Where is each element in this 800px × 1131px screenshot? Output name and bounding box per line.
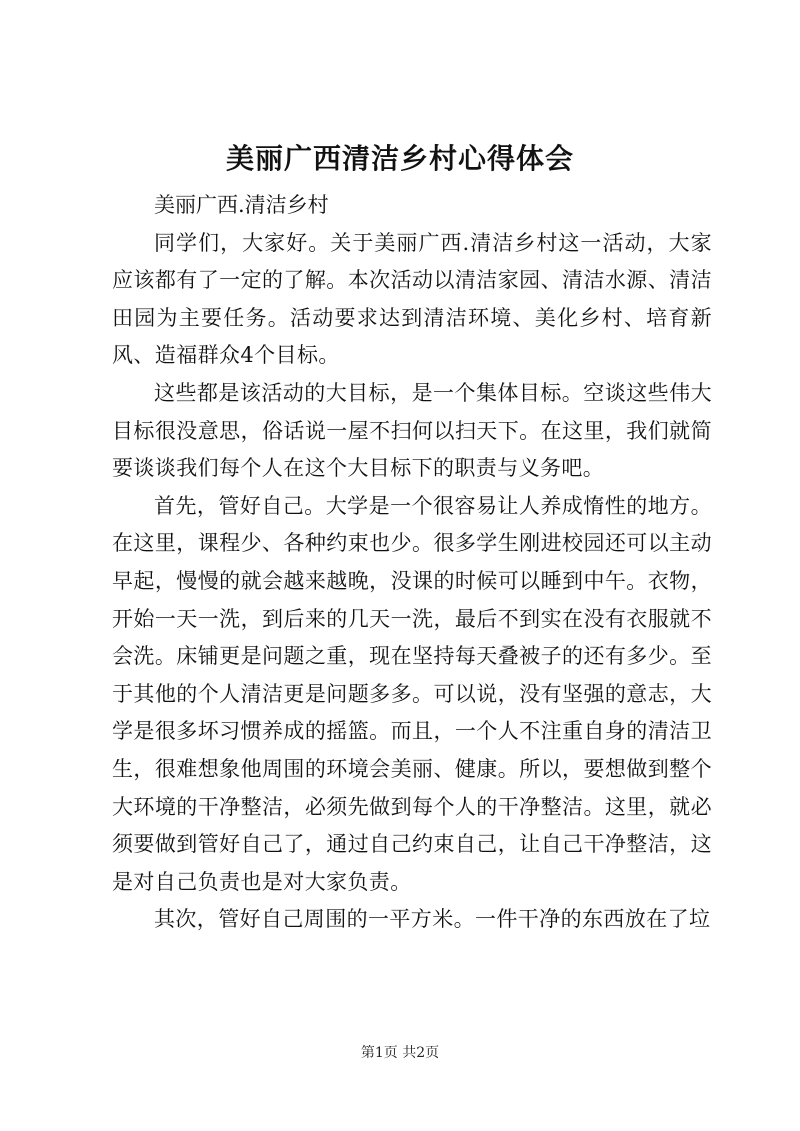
document-subtitle: 美丽广西.清洁乡村 xyxy=(154,193,329,217)
document-title: 美丽广西清洁乡村心得体会 xyxy=(225,142,574,175)
paragraph-1: 同学们，大家好。关于美丽广西.清洁乡村这一活动，大家应该都有了一定的了解。本次活动以清洁家园、清洁水源、清洁田园为主要任务。活动要求达到清洁环境、美化乡村、培育新风、造福群众4个目标。 xyxy=(112,230,712,368)
page-footer: 第1页 共2页 xyxy=(360,1045,440,1061)
paragraph-4: 其次，管好自己周围的一平方米。一件干净的东西放在了垃 xyxy=(154,907,711,932)
paragraph-2: 这些都是该活动的大目标，是一个集体目标。空谈这些伟大目标很没意思，俗话说一屋不扫何以扫天下。在这里，我们就简要谈谈我们每个人在这个大目标下的职责与义务吧。 xyxy=(112,380,712,481)
paragraph-3: 首先，管好自己。大学是一个很容易让人养成惰性的地方。在这里，课程少、各种约束也少。很多学生刚进校园还可以主动早起，慢慢的就会越来越晚，没课的时候可以睡到中午。衣物，开始一天一洗，到后来的几天一洗，最后不到实在没有衣服就不会洗。床铺更是问题之重，现在坚持每天叠被子的还有多少。至于其他的个人清洁更是问题多多。可以说，没有坚强的意志，大学是很多坏习惯养成的摇篮。而且，一个人不注重自身的清洁卫生，很难想象他周围的环境会美丽、健康。所以，要想做到整个大环境的干净整洁，必须先做到每个人的干净整洁。这里，就必须要做到管好自己了，通过自己约束自己，让自己干净整洁，这是对自己负责也是对大家负责。 xyxy=(112,493,712,894)
document-body xyxy=(112,187,712,939)
